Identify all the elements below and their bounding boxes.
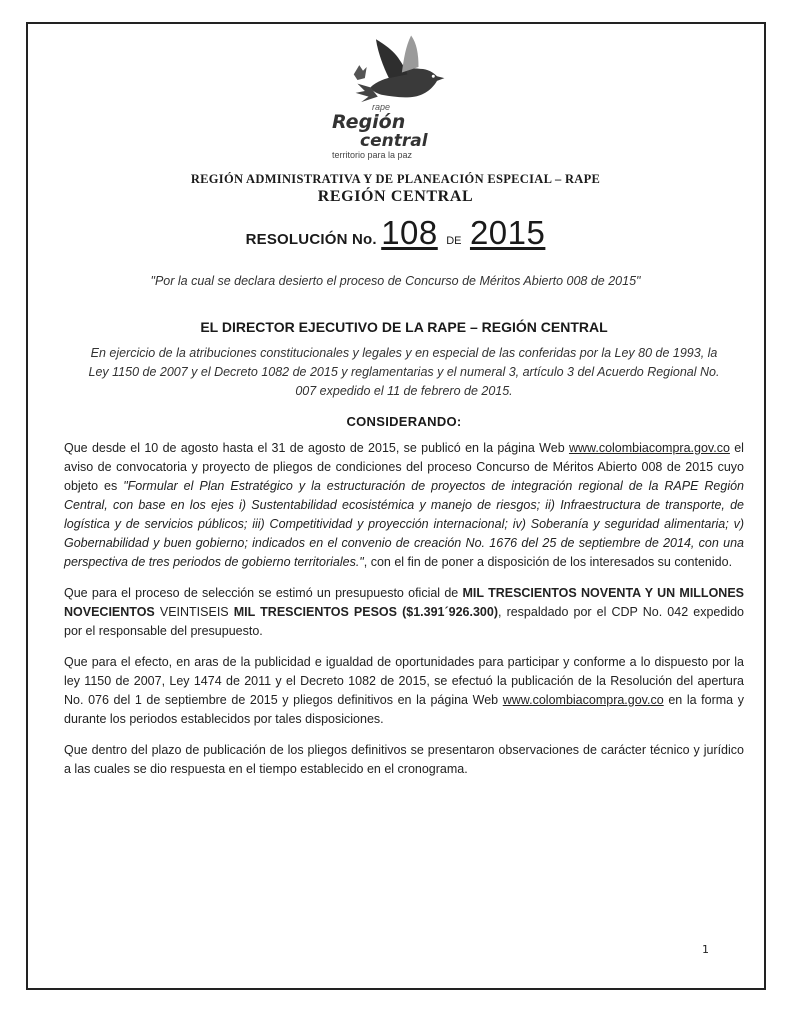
- logo-name-line2: central: [360, 131, 428, 151]
- header: [0, 172, 791, 289]
- colombiacompra-link-1[interactable]: www.colombiacompra.gov.co: [568, 441, 730, 455]
- page-number: 1: [702, 943, 709, 956]
- logo-small-label: rape: [372, 102, 391, 112]
- resolution-de: DE: [446, 235, 462, 247]
- document-body: [64, 318, 744, 779]
- paragraph-2-text-a: Que para el proceso de selección se estimó un presupuesto oficial de: [64, 586, 459, 600]
- dove-icon: [340, 30, 460, 104]
- logo-name-line1: Región: [332, 111, 406, 133]
- colombiacompra-link-2[interactable]: www.colombiacompra.gov.co: [502, 693, 664, 707]
- resolution-number: 108: [381, 214, 438, 251]
- paragraph-3-text-b: en la forma y durante los periodos establecidos por tales disposiciones.: [64, 693, 744, 726]
- organization-name: REGIÓN ADMINISTRATIVA Y DE PLANEACIÓN ESPECIAL – RAPE: [190, 172, 601, 186]
- director-heading: EL DIRECTOR EJECUTIVO DE LA RAPE – REGIÓN CENTRAL: [200, 319, 608, 335]
- resolution-label: RESOLUCIÓN No.: [245, 231, 377, 248]
- paragraph-4: Que dentro del plazo de publicación de los pliegos definitivos se presentaron observaciones de carácter técnico y jurídico a las cuales se dio respuesta en el tiempo establecido en el cronograma.: [64, 743, 744, 776]
- paragraph-1-text-a: Que desde el 10 de agosto hasta el 31 de agosto de 2015, se publicó en la página Web: [64, 441, 565, 455]
- organization-subname: REGIÓN CENTRAL: [317, 188, 474, 205]
- paragraph-3-text-a: Que para el efecto, en aras de la publicidad e igualdad de oportunidades para participar y conforme a lo dispuesto por la ley 1150 de 2007, Ley 1474 de 2011 y el Decreto 1082 de 2015, se efectuó la publicación de la Resolución del apertura No. 076 del 1 de septiembre de 2015 y pliegos definitivos en la página Web: [64, 655, 744, 707]
- paragraph-2-amount-words-1: MIL TRESCIENTOS NOVENTA Y UN MILLONES NOVECIENTOS: [64, 586, 744, 619]
- logo-tagline: territorio para la paz: [332, 150, 413, 160]
- paragraph-1: [64, 439, 744, 572]
- paragraph-2: [64, 584, 744, 641]
- preamble: En ejercicio de la atribuciones constitucionales y legales y en especial de las conferidas por la Ley 80 de 1993, la Ley 1150 de 2007 y el Decreto 1082 de 2015 y reglamentarias y el numeral 3, artículo 3 del Acuerdo Regional No. 007 expedido el 11 de febrero de 2015.: [88, 346, 720, 398]
- logo: [330, 30, 480, 161]
- logo-wordmark: [332, 102, 480, 161]
- paragraph-2-amount-words-2: MIL TRESCIENTOS PESOS ($1.391´926.300): [233, 605, 498, 619]
- paragraph-1-text-b: el aviso de convocatoria y proyecto de pliegos de condiciones del proceso Concurso de Méritos Abierto 008 de 2015 cuyo objeto es: [64, 441, 744, 493]
- resolution-subtitle: "Por la cual se declara desierto el proceso de Concurso de Méritos Abierto 008 de 2015": [150, 274, 641, 288]
- paragraph-1-quote: "Formular el Plan Estratégico y la estructuración de proyectos de integración regional de la RAPE Región Central, con base en los ejes i) Sustentabilidad ecosistémica y manejo de riesgos; ii) Infraestructura de transporte, de logística y de servicios públicos; iii) Competitividad y proyección internacional; iv) Soberanía y seguridad alimentaria; v) Gobernabilidad y buen gobierno; indicados en el convenio de creación No. 1676 del 25 de septiembre de 2014, con una perspectiva de tres periodos de gobierno territoriales.": [64, 479, 745, 569]
- paragraph-3: [64, 653, 744, 729]
- considerando-heading: CONSIDERANDO:: [346, 414, 462, 429]
- paragraph-2-text-c: , respaldado por el CDP No. 042 expedido por el responsable del presupuesto.: [64, 605, 744, 638]
- resolution-title: [0, 213, 791, 261]
- resolution-year: 2015: [469, 214, 546, 251]
- paragraph-1-text-c: , con el fin de poner a disposición de los interesados su contenido.: [363, 555, 733, 569]
- paragraph-2-text-b: VEINTISEIS: [159, 605, 229, 619]
